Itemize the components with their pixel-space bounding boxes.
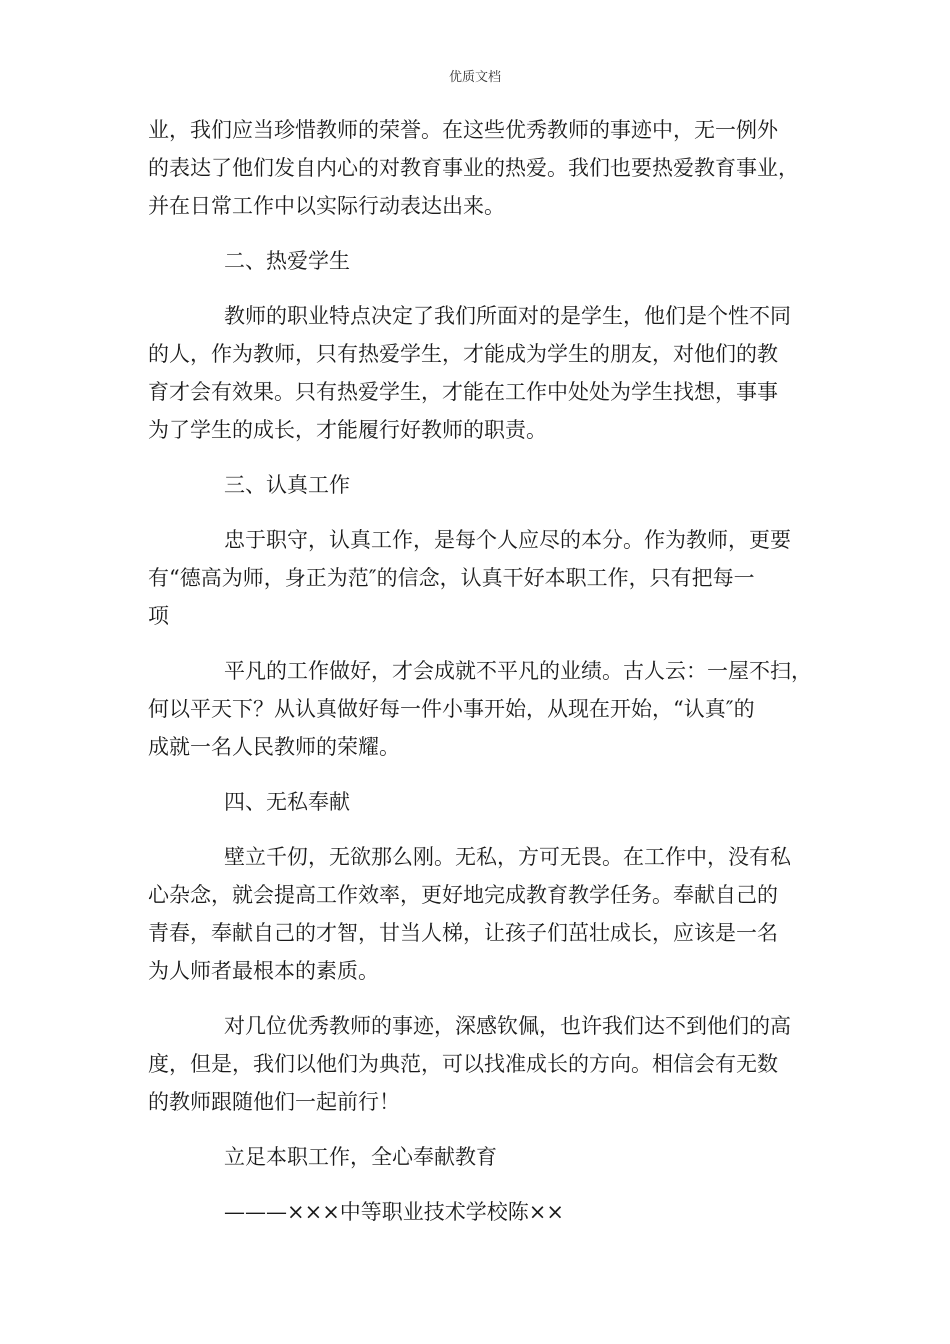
text-line: 何以平天下？从认真做好每一件小事开始，从现在开始，“认真″的 bbox=[148, 697, 755, 721]
text-line: 有“德高为师，身正为范″的信念，认真干好本职工作，只有把每一 bbox=[148, 566, 755, 590]
text-line: 心杂念，就会提高工作效率，更好地完成教育教学任务。奉献自己的 bbox=[148, 883, 778, 907]
text-line: 为人师者最根本的素质。 bbox=[148, 959, 379, 983]
text-line: 青春，奉献自己的才智，甘当人梯，让孩子们茁壮成长，应该是一名 bbox=[148, 921, 778, 945]
document-body bbox=[148, 111, 818, 1248]
section-heading: 二、热爱学生 bbox=[224, 249, 350, 273]
paragraph bbox=[148, 838, 818, 990]
text-line: 为了学生的成长，才能履行好教师的职责。 bbox=[148, 418, 547, 442]
text-line: 忠于职守，认真工作，是每个人应尽的本分。作为教师，更要 bbox=[224, 528, 791, 552]
text-line: 平凡的工作做好，才会成就不平凡的业绩。古人云：一屋不扫， bbox=[224, 659, 812, 683]
paragraph bbox=[148, 111, 818, 225]
section-heading: 四、无私奉献 bbox=[224, 790, 350, 814]
paragraph bbox=[148, 652, 818, 766]
text-line: 对几位优秀教师的事迹，深感钦佩，也许我们达不到他们的高 bbox=[224, 1014, 791, 1038]
text-line: 度，但是，我们以他们为典范，可以找准成长的方向。相信会有无数 bbox=[148, 1052, 778, 1076]
text-line: 业，我们应当珍惜教师的荣誉。在这些优秀教师的事迹中，无一例外 bbox=[148, 118, 778, 142]
page-header: 优质文档 bbox=[448, 70, 501, 85]
text-line: 成就一名人民教师的荣耀。 bbox=[148, 735, 400, 759]
text-line: 项 bbox=[148, 604, 169, 628]
text-line: 的教师跟随他们一起前行！ bbox=[148, 1090, 400, 1114]
section-heading: 三、认真工作 bbox=[224, 473, 350, 497]
text-line: 壁立千仞，无欲那么刚。无私，方可无畏。在工作中，没有私 bbox=[224, 845, 791, 869]
text-line: 的表达了他们发自内心的对教育事业的热爱。我们也要热爱教育事业， bbox=[148, 156, 799, 180]
text-line: 教师的职业特点决定了我们所面对的是学生，他们是个性不同 bbox=[224, 304, 791, 328]
text-line: 并在日常工作中以实际行动表达出来。 bbox=[148, 194, 505, 218]
paragraph bbox=[148, 297, 818, 449]
text-line: 的人，作为教师，只有热爱学生，才能成为学生的朋友，对他们的教 bbox=[148, 342, 778, 366]
section-heading: ———×××中等职业技术学校陈×× bbox=[224, 1200, 564, 1224]
paragraph bbox=[148, 1007, 818, 1121]
paragraph bbox=[148, 521, 818, 635]
text-line: 育才会有效果。只有热爱学生，才能在工作中处处为学生找想，事事 bbox=[148, 380, 778, 404]
section-heading: 立足本职工作，全心奉献教育 bbox=[224, 1145, 497, 1169]
